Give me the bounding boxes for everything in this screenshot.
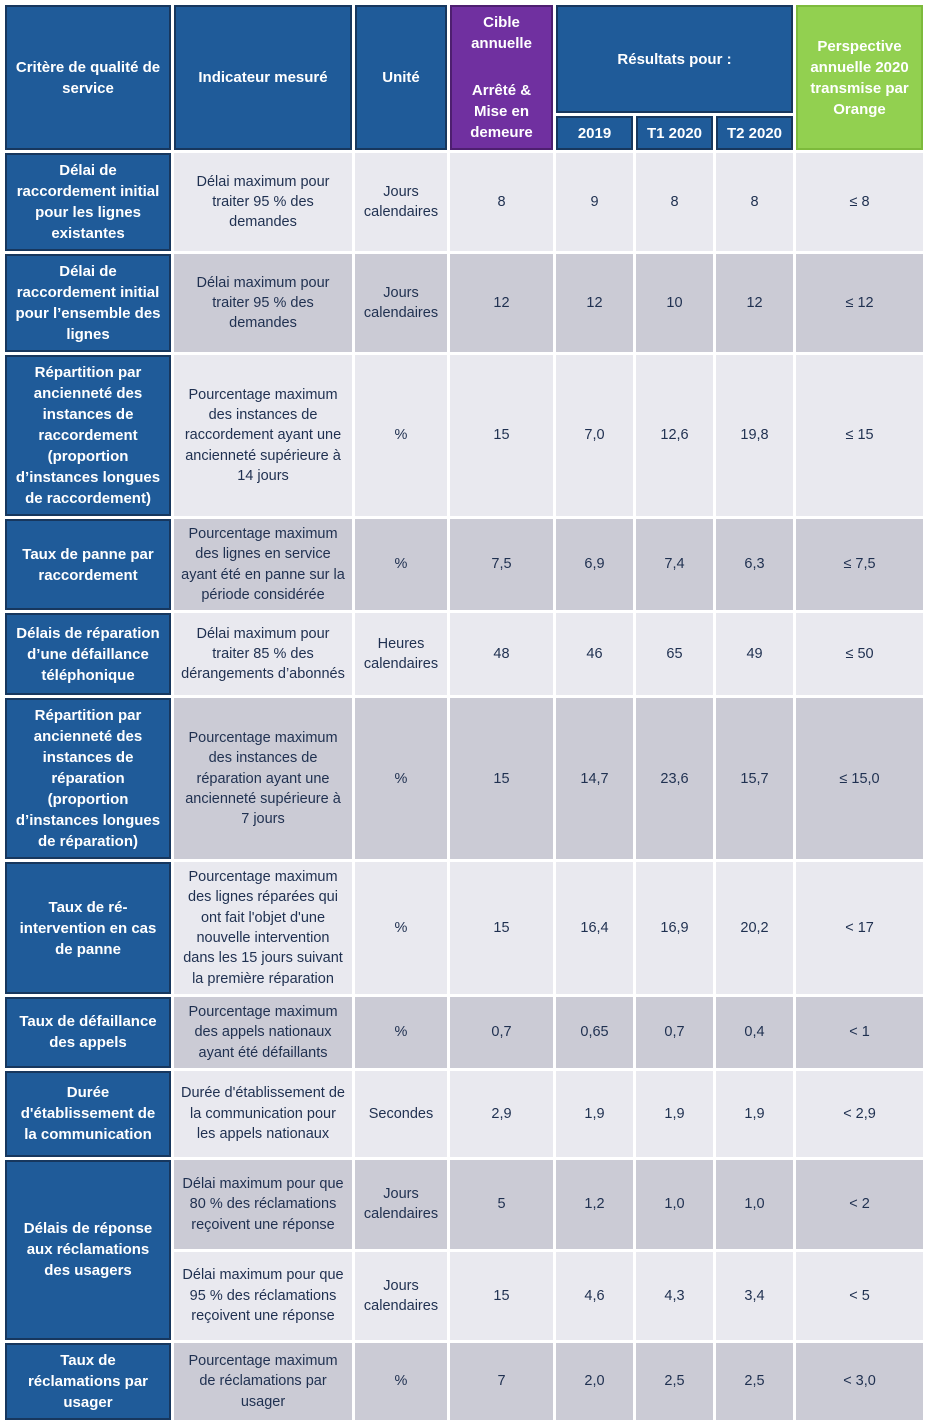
target-cell: 7,5: [450, 519, 553, 610]
value-cell-t2-2020: 8: [716, 153, 793, 251]
target-cell: 5: [450, 1160, 553, 1249]
header-period-t2-2020: T2 2020: [716, 116, 793, 150]
indicator-cell: Pourcentage maximum des lignes réparées qui ont fait l'objet d'une nouvelle intervention dans les 15 jours suivant la première réparation: [174, 862, 352, 994]
criteria-cell: Durée d'établissement de la communication: [5, 1071, 171, 1157]
value-cell-t1-2020: 23,6: [636, 698, 713, 859]
table-row: [5, 1071, 923, 1157]
criteria-cell: Délai de raccordement initial pour les lignes existantes: [5, 153, 171, 251]
value-cell-t1-2020: 4,3: [636, 1252, 713, 1340]
value-cell-t2-2020: 2,5: [716, 1343, 793, 1420]
header-target-line1: Cible annuelle: [471, 14, 532, 52]
target-cell: 15: [450, 698, 553, 859]
table-row: [5, 613, 923, 695]
criteria-cell: Délai de raccordement initial pour l’ensemble des lignes: [5, 254, 171, 352]
header-indicator: Indicateur mesuré: [174, 5, 352, 150]
value-cell-2019: 1,2: [556, 1160, 633, 1249]
criteria-cell: Taux de défaillance des appels: [5, 997, 171, 1068]
table-row: [5, 997, 923, 1068]
value-cell-2019: 12: [556, 254, 633, 352]
value-cell-2019: 0,65: [556, 997, 633, 1068]
unit-cell: %: [355, 519, 447, 610]
value-cell-t1-2020: 7,4: [636, 519, 713, 610]
value-cell-t2-2020: 6,3: [716, 519, 793, 610]
unit-cell: %: [355, 1343, 447, 1420]
value-cell-t1-2020: 8: [636, 153, 713, 251]
perspective-cell: < 1: [796, 997, 923, 1068]
perspective-cell: ≤ 12: [796, 254, 923, 352]
indicator-cell: Délai maximum pour que 80 % des réclamations reçoivent une réponse: [174, 1160, 352, 1249]
perspective-cell: ≤ 50: [796, 613, 923, 695]
value-cell-2019: 14,7: [556, 698, 633, 859]
unit-cell: Jours calendaires: [355, 153, 447, 251]
header-results: Résultats pour :: [556, 5, 793, 113]
value-cell-2019: 9: [556, 153, 633, 251]
header-unit: Unité: [355, 5, 447, 150]
value-cell-t1-2020: 10: [636, 254, 713, 352]
unit-cell: %: [355, 698, 447, 859]
value-cell-t2-2020: 1,0: [716, 1160, 793, 1249]
unit-cell: Secondes: [355, 1071, 447, 1157]
perspective-cell: ≤ 8: [796, 153, 923, 251]
table-row: [5, 153, 923, 251]
value-cell-2019: 6,9: [556, 519, 633, 610]
target-cell: 15: [450, 355, 553, 516]
indicator-cell: Pourcentage maximum des instances de réparation ayant une ancienneté supérieure à 7 jours: [174, 698, 352, 859]
perspective-cell: < 17: [796, 862, 923, 994]
indicator-cell: Durée d'établissement de la communication pour les appels nationaux: [174, 1071, 352, 1157]
perspective-cell: < 5: [796, 1252, 923, 1340]
criteria-cell: Taux de ré-intervention en cas de panne: [5, 862, 171, 994]
indicator-cell: Délai maximum pour traiter 95 % des demandes: [174, 254, 352, 352]
indicator-cell: Délai maximum pour traiter 85 % des dérangements d’abonnés: [174, 613, 352, 695]
indicator-cell: Pourcentage maximum des lignes en service ayant été en panne sur la période considérée: [174, 519, 352, 610]
value-cell-t1-2020: 0,7: [636, 997, 713, 1068]
unit-cell: Jours calendaires: [355, 1252, 447, 1340]
value-cell-t1-2020: 16,9: [636, 862, 713, 994]
target-cell: 0,7: [450, 997, 553, 1068]
target-cell: 15: [450, 1252, 553, 1340]
value-cell-t2-2020: 19,8: [716, 355, 793, 516]
value-cell-2019: 46: [556, 613, 633, 695]
indicator-cell: Délai maximum pour traiter 95 % des demandes: [174, 153, 352, 251]
table-row: [5, 519, 923, 610]
table-row: [5, 1343, 923, 1420]
unit-cell: Heures calendaires: [355, 613, 447, 695]
table-row: [5, 1160, 923, 1249]
value-cell-t2-2020: 12: [716, 254, 793, 352]
target-cell: 12: [450, 254, 553, 352]
unit-cell: %: [355, 997, 447, 1068]
criteria-cell: Taux de panne par raccordement: [5, 519, 171, 610]
target-cell: 7: [450, 1343, 553, 1420]
criteria-cell: Délais de réparation d’une défaillance téléphonique: [5, 613, 171, 695]
indicator-cell: Pourcentage maximum des appels nationaux ayant été défaillants: [174, 997, 352, 1068]
target-cell: 2,9: [450, 1071, 553, 1157]
value-cell-t1-2020: 12,6: [636, 355, 713, 516]
value-cell-2019: 2,0: [556, 1343, 633, 1420]
value-cell-t1-2020: 2,5: [636, 1343, 713, 1420]
unit-cell: %: [355, 355, 447, 516]
perspective-cell: ≤ 15: [796, 355, 923, 516]
value-cell-t2-2020: 20,2: [716, 862, 793, 994]
target-cell: 8: [450, 153, 553, 251]
criteria-cell: Taux de réclamations par usager: [5, 1343, 171, 1420]
criteria-cell: Répartition par ancienneté des instances de raccordement (proportion d’instances longues de raccordement): [5, 355, 171, 516]
criteria-cell: Répartition par ancienneté des instances de réparation (proportion d’instances longues de réparation): [5, 698, 171, 859]
header-target-line2: Arrêté & Mise en demeure: [470, 82, 533, 141]
criteria-cell: Délais de réponse aux réclamations des usagers: [5, 1160, 171, 1340]
indicator-cell: Pourcentage maximum de réclamations par usager: [174, 1343, 352, 1420]
value-cell-t1-2020: 1,9: [636, 1071, 713, 1157]
perspective-cell: ≤ 15,0: [796, 698, 923, 859]
unit-cell: Jours calendaires: [355, 254, 447, 352]
value-cell-2019: 7,0: [556, 355, 633, 516]
header-row-main: [5, 5, 923, 113]
header-target-gap: [458, 54, 545, 80]
perspective-cell: ≤ 7,5: [796, 519, 923, 610]
value-cell-2019: 16,4: [556, 862, 633, 994]
unit-cell: %: [355, 862, 447, 994]
header-criteria: Critère de qualité de service: [5, 5, 171, 150]
indicator-cell: Délai maximum pour que 95 % des réclamations reçoivent une réponse: [174, 1252, 352, 1340]
perspective-cell: < 3,0: [796, 1343, 923, 1420]
header-perspective: Perspective annuelle 2020 transmise par Orange: [796, 5, 923, 150]
target-cell: 15: [450, 862, 553, 994]
unit-cell: Jours calendaires: [355, 1160, 447, 1249]
value-cell-t2-2020: 0,4: [716, 997, 793, 1068]
value-cell-t1-2020: 65: [636, 613, 713, 695]
value-cell-2019: 4,6: [556, 1252, 633, 1340]
qos-table: [2, 2, 926, 1423]
value-cell-t2-2020: 49: [716, 613, 793, 695]
table-body: [5, 153, 923, 1420]
target-cell: 48: [450, 613, 553, 695]
value-cell-t2-2020: 1,9: [716, 1071, 793, 1157]
table-row: [5, 862, 923, 994]
table-row: [5, 254, 923, 352]
header-period-2019: 2019: [556, 116, 633, 150]
value-cell-2019: 1,9: [556, 1071, 633, 1157]
perspective-cell: < 2: [796, 1160, 923, 1249]
value-cell-t2-2020: 3,4: [716, 1252, 793, 1340]
header-period-t1-2020: T1 2020: [636, 116, 713, 150]
table-row: [5, 355, 923, 516]
value-cell-t1-2020: 1,0: [636, 1160, 713, 1249]
value-cell-t2-2020: 15,7: [716, 698, 793, 859]
indicator-cell: Pourcentage maximum des instances de raccordement ayant une ancienneté supérieure à 14 jours: [174, 355, 352, 516]
perspective-cell: < 2,9: [796, 1071, 923, 1157]
header-target: [450, 5, 553, 150]
table-row: [5, 698, 923, 859]
